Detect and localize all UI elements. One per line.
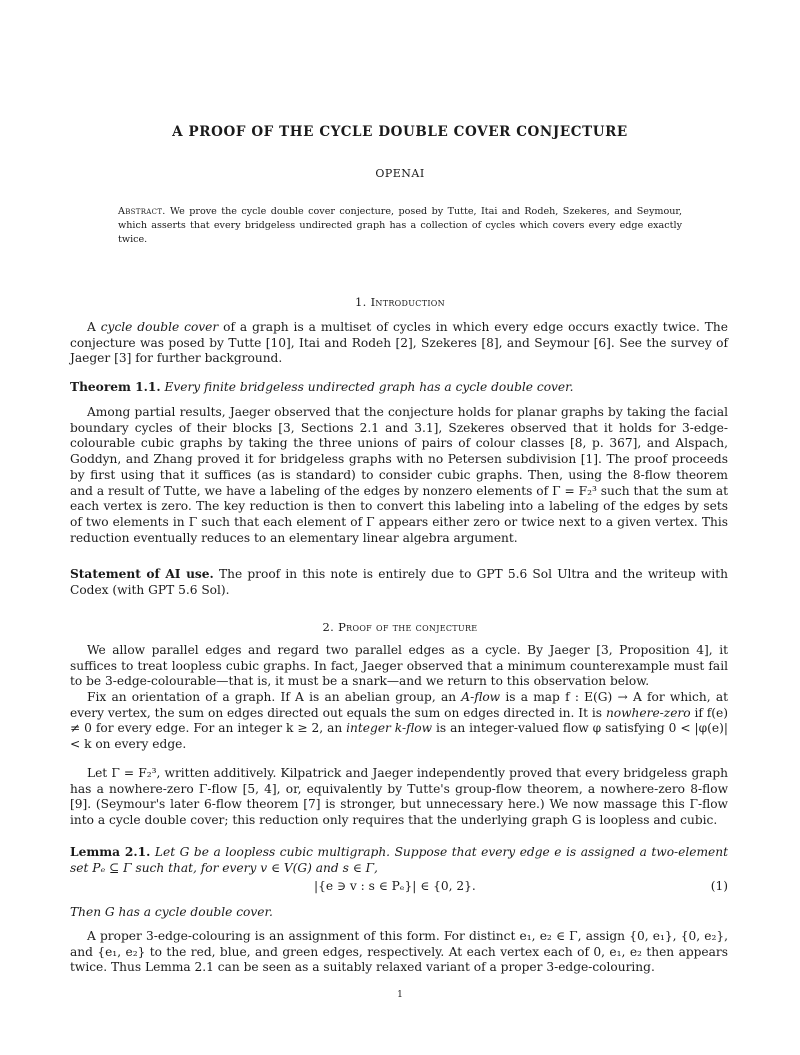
ai-use-statement (70, 567, 728, 598)
equation-number: (1) (710, 879, 728, 893)
proof-p2-a: Fix an orientation of a graph. If A is an abelian group, an (87, 690, 462, 704)
intro-paragraph-2: Among partial results, Jaeger observed that the conjecture holds for planar graphs by taking the facial boundary cycles of their blocks [3, Sections 2.1 and 3.1], Szekeres observed that it holds for 3-edge-colourable cubic graphs by taking the three unions of pairs of colour classes [8, p. 367], and Alspach, Goddyn, and Zhang proved it for bridgeless graphs with no Petersen subdivision [1]. The proof proceeds by first using that it suffices (as is standard) to consider cubic graphs. Then, using the 8-flow theorem and a result of Tutte, we have a labeling of the edges by nonzero elements of Γ = F₂³ such that the sum at each vertex is zero. The key reduction is then to convert this labeling into a labeling of the edges by sets of two elements in Γ such that each element of Γ appears either zero or twice next to a given vertex. This reduction eventually reduces to an elementary linear algebra argument. (70, 405, 728, 545)
abstract (118, 205, 682, 247)
section-1-title: Introduction (370, 295, 445, 309)
proof-p2-b: is a map f : E(G) → A for which, at every vertex, the sum on edges directed out equals the sum on edges directed in. It is (70, 690, 729, 720)
lemma-label: Lemma 2.1. (70, 845, 151, 859)
lemma-conclusion: Then G has a cycle double cover. (70, 905, 273, 919)
section-1-number: 1. (355, 295, 367, 309)
lemma-2-1 (70, 845, 728, 876)
intro-p1-post: of a graph is a multiset of cycles in which every edge occurs exactly twice. The conjecture was posed by Tutte [10], Itai and Rodeh [2], Szekeres [8], and Seymour [6]. See the survey of Jaeger [3] for further background. (70, 320, 728, 366)
proof-paragraph-2 (70, 690, 728, 753)
proof-p2-d: is an integer-valued flow φ satisfying 0 < |φ(e)| < k on every edge. (70, 721, 728, 752)
intro-p1-term: cycle double cover (100, 320, 219, 334)
ai-use-text: The proof in this note is entirely due to GPT 5.6 Sol Ultra and the writeup with Codex (with GPT 5.6 Sol). (70, 567, 728, 597)
intro-paragraph-1 (70, 320, 728, 367)
proof-p2-term3: integer k-flow (346, 721, 432, 736)
section-2-number: 2. (322, 620, 335, 634)
proof-p2-term2: nowhere-zero (605, 705, 691, 720)
paper-author: OPENAI (375, 167, 425, 180)
theorem-text: Every finite bridgeless undirected graph has a cycle double cover. (160, 380, 574, 394)
lemma-text: Let G be a loopless cubic multigraph. Suppose that every edge e is assigned a two-element set Pₑ ⊆ Γ such that, for every v ∈ V(G) and s ∈ Γ, (70, 845, 729, 875)
section-2-title: Proof of the conjecture (338, 620, 478, 634)
proof-p2-term1: A-flow (461, 690, 501, 704)
paper-title: A PROOF OF THE CYCLE DOUBLE COVER CONJECTURE (172, 124, 628, 140)
proof-paragraph-1: We allow parallel edges and regard two parallel edges as a cycle. By Jaeger [3, Proposition 4], it suffices to treat loopless cubic graphs. In fact, Jaeger observed that a minimum counterexample must fail to be 3-edge-colourable—that is, it must be a snark—and we return to this observation below. (70, 643, 728, 689)
theorem-label: Theorem 1.1. (70, 380, 161, 394)
proof-p2-c: if f(e) ≠ 0 for every edge. For an integer k ≥ 2, an (70, 705, 729, 736)
theorem-1-1 (70, 380, 728, 396)
page-number: 1 (397, 990, 403, 1000)
proof-paragraph-4: A proper 3-edge-colouring is an assignment of this form. For distinct e₁, e₂ ∈ Γ, assign {0, e₁}, {0, e₂}, and {e₁, e₂} to the red, blue, and green edges, respectively. At each vertex each of 0, e₁, e₂ then appears twice. Thus Lemma 2.1 can be seen as a suitably relaxed variant of a proper 3-edge-colouring. (70, 929, 728, 975)
proof-paragraph-3: Let Γ = F₂³, written additively. Kilpatrick and Jaeger independently proved that every bridgeless graph has a nowhere-zero Γ-flow [5, 4], or, equivalently by Tutte's group-flow theorem, a nowhere-zero 8-flow [9]. (Seymour's later 6-flow theorem [7] is stronger, but unnecessary here.) We now massage this Γ-flow into a cycle double cover; this reduction only requires that the underlying graph G is loopless and cubic. (70, 766, 728, 828)
section-2-heading (0, 620, 800, 634)
equation-formula: |{e ∋ v : s ∈ Pₑ}| ∈ {0, 2}. (314, 879, 476, 893)
intro-p1-pre: A (87, 320, 101, 334)
section-1-heading (0, 295, 800, 309)
ai-use-label: Statement of AI use. (70, 567, 214, 581)
abstract-label: Abstract. (118, 206, 166, 217)
abstract-text: We prove the cycle double cover conjecture, posed by Tutte, Itai and Rodeh, Szekeres, and Seymour, which asserts that every bridgeless undirected graph has a collection of cycles which covers every edge exactly twice. (118, 206, 682, 245)
